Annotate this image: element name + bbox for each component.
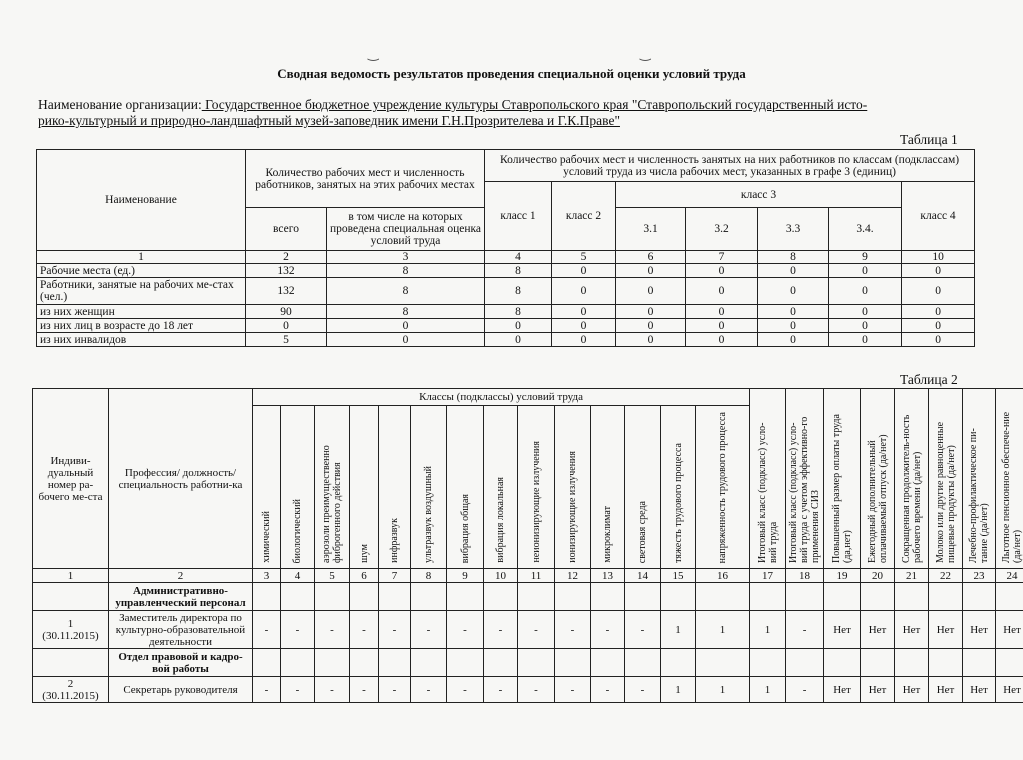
table-cell: - — [518, 677, 555, 703]
table-cell: 0 — [616, 264, 686, 278]
table-cell: 8 — [327, 264, 485, 278]
empty-cell — [963, 583, 996, 611]
table-cell: - — [253, 611, 281, 649]
table-cell: 0 — [686, 305, 758, 319]
table-cell: 1 — [696, 611, 750, 649]
column-number: 19 — [824, 569, 861, 583]
workplace-number: 2 — [67, 677, 74, 690]
col-header-extra-5: Молоко или другие равноценные пищевые продукты (да/нет) — [929, 389, 963, 569]
empty-cell — [281, 583, 315, 611]
col-header-factor-7: вибрация локальная — [484, 406, 518, 569]
table-cell: 0 — [485, 319, 552, 333]
empty-cell — [350, 583, 379, 611]
table-cell: 1 — [750, 677, 786, 703]
table-cell: - — [591, 611, 625, 649]
table-cell: 0 — [902, 305, 975, 319]
column-number: 2 — [246, 251, 327, 264]
col-header-factor-12: тяжесть трудового процесса — [661, 406, 696, 569]
section-title: Отдел правовой и кадро-вой работы — [109, 649, 253, 677]
table-cell: - — [350, 611, 379, 649]
empty-cell — [315, 649, 350, 677]
table-cell: - — [625, 611, 661, 649]
table-cell: 8 — [485, 278, 552, 305]
col-header-factor-3: шум — [350, 406, 379, 569]
table-cell: - — [447, 677, 484, 703]
workplace-id — [33, 677, 109, 703]
table-cell: 8 — [327, 278, 485, 305]
workplace-date: (30.11.2015) — [42, 689, 99, 702]
table-cell: 1 — [661, 611, 696, 649]
table-row — [37, 333, 975, 347]
table-cell: 132 — [246, 264, 327, 278]
table-cell: 0 — [246, 319, 327, 333]
table-cell: - — [411, 611, 447, 649]
workplace-id — [33, 611, 109, 649]
organization-label: Наименование организации: — [38, 97, 202, 112]
column-number: 4 — [485, 251, 552, 264]
table-cell: Нет — [996, 677, 1023, 703]
col-header-factor-4: инфразвук — [379, 406, 411, 569]
document-title: Сводная ведомость результатов проведения специальной оценки условий труда — [277, 66, 746, 81]
table-cell: - — [281, 611, 315, 649]
empty-cell — [861, 649, 895, 677]
column-number: 7 — [379, 569, 411, 583]
column-number: 8 — [758, 251, 829, 264]
table-cell: Нет — [963, 677, 996, 703]
col-header-c31: 3.1 — [616, 208, 686, 251]
column-number: 6 — [350, 569, 379, 583]
table-cell: 0 — [758, 333, 829, 347]
table-cell: Нет — [861, 677, 895, 703]
empty-cell — [661, 649, 696, 677]
empty-cell — [786, 649, 824, 677]
summary-table — [36, 149, 975, 347]
column-number: 17 — [750, 569, 786, 583]
empty-cell — [555, 649, 591, 677]
empty-cell — [555, 583, 591, 611]
table-cell: - — [411, 677, 447, 703]
table-cell: 0 — [327, 333, 485, 347]
col-header-class2: класс 2 — [552, 182, 616, 251]
table-cell: 0 — [758, 319, 829, 333]
empty-cell — [591, 583, 625, 611]
col-header-factor-8: неионизирующие излучения — [518, 406, 555, 569]
col-header-factor-6: вибрация общая — [447, 406, 484, 569]
col-header-extra-3: Ежегодный дополнительный оплачиваемый отпуск (да/нет) — [861, 389, 895, 569]
table-cell: - — [786, 611, 824, 649]
col-header-factor-9: ионизирующие излучения — [555, 406, 591, 569]
table-cell: Нет — [996, 611, 1023, 649]
table-cell: 8 — [485, 264, 552, 278]
empty-cell — [33, 583, 109, 611]
col-header-total: всего — [246, 208, 327, 251]
table-cell: 0 — [552, 264, 616, 278]
empty-cell — [824, 583, 861, 611]
empty-cell — [625, 649, 661, 677]
table-cell: Нет — [963, 611, 996, 649]
column-numbers-row — [37, 251, 975, 264]
col-header-factor-2: аэрозоли преимущественно фиброгенного действия — [315, 406, 350, 569]
table-cell: - — [281, 677, 315, 703]
column-number: 12 — [555, 569, 591, 583]
table-cell: 0 — [616, 278, 686, 305]
table-cell: - — [625, 677, 661, 703]
col-header-profession: Профессия/ должность/ специальность работни-ка — [109, 389, 253, 569]
table-cell: 0 — [758, 264, 829, 278]
empty-cell — [411, 649, 447, 677]
table-cell: 0 — [758, 305, 829, 319]
empty-cell — [625, 583, 661, 611]
col-header-extra-7: Льготное пенсионное обеспече-ние (да/нет) — [996, 389, 1023, 569]
organization-name: Государственное бюджетное учреждение культуры Ставропольского края "Ставропольский государственный исто- — [201, 97, 868, 112]
column-number: 3 — [327, 251, 485, 264]
empty-cell — [696, 583, 750, 611]
column-number: 7 — [686, 251, 758, 264]
table-cell: - — [555, 611, 591, 649]
row-name: Работники, занятые на рабочих ме-стах (чел.) — [37, 278, 246, 305]
table-cell: - — [786, 677, 824, 703]
table-cell: - — [484, 677, 518, 703]
empty-cell — [824, 649, 861, 677]
empty-cell — [484, 583, 518, 611]
column-number: 24 — [996, 569, 1023, 583]
empty-cell — [895, 583, 929, 611]
column-number: 20 — [861, 569, 895, 583]
table-cell: 132 — [246, 278, 327, 305]
table-row — [37, 264, 975, 278]
table-cell: 8 — [485, 305, 552, 319]
col-header-extra-2: Повышенный размер оплаты труда (да,нет) — [824, 389, 861, 569]
column-number: 5 — [315, 569, 350, 583]
col-header-factor-0: химический — [253, 406, 281, 569]
table-cell: 0 — [758, 278, 829, 305]
table-cell: Нет — [895, 677, 929, 703]
empty-cell — [750, 649, 786, 677]
col-header-class1: класс 1 — [485, 182, 552, 251]
table-row — [33, 677, 1023, 703]
table-cell: 0 — [686, 333, 758, 347]
table-cell: - — [447, 611, 484, 649]
table-cell: - — [379, 611, 411, 649]
workplace-date: (30.11.2015) — [42, 629, 99, 642]
table-cell: 0 — [327, 319, 485, 333]
table-cell: 8 — [327, 305, 485, 319]
table-cell: 0 — [902, 264, 975, 278]
workplace-table — [32, 388, 1023, 703]
col-header-c34: 3.4. — [829, 208, 902, 251]
empty-cell — [929, 649, 963, 677]
column-number: 1 — [37, 251, 246, 264]
scan-artifact: ‿ — [640, 46, 651, 61]
empty-cell — [861, 583, 895, 611]
table-cell: 0 — [552, 333, 616, 347]
col-header-extra-6: Лечебно-профилактическое пи-тание (да/нет) — [963, 389, 996, 569]
column-number: 8 — [411, 569, 447, 583]
table-cell: 0 — [829, 333, 902, 347]
table-cell: Нет — [929, 611, 963, 649]
column-number: 3 — [253, 569, 281, 583]
table-cell: 0 — [829, 264, 902, 278]
table-cell: - — [350, 677, 379, 703]
col-header-class4: класс 4 — [902, 182, 975, 251]
col-header-extra-0: Итоговый класс (подкласс) усло-вий труда — [750, 389, 786, 569]
col-header-factor-5: ультразвук воздушный — [411, 406, 447, 569]
table-cell: 0 — [552, 305, 616, 319]
table-cell: - — [315, 677, 350, 703]
table-cell: 0 — [485, 333, 552, 347]
column-number: 13 — [591, 569, 625, 583]
column-number: 9 — [447, 569, 484, 583]
table-cell: 0 — [552, 319, 616, 333]
table-cell: 0 — [552, 278, 616, 305]
empty-cell — [379, 583, 411, 611]
column-number: 16 — [696, 569, 750, 583]
col-header-c32: 3.2 — [686, 208, 758, 251]
column-number: 9 — [829, 251, 902, 264]
table-cell: - — [484, 611, 518, 649]
profession: Секретарь руководителя — [109, 677, 253, 703]
table-cell: Нет — [824, 677, 861, 703]
col-header-group1: Количество рабочих мест и численность работников, занятых на этих рабочих местах — [246, 150, 485, 208]
table-cell: 1 — [661, 677, 696, 703]
row-name: из них женщин — [37, 305, 246, 319]
table-cell: 0 — [829, 278, 902, 305]
table-cell: - — [315, 611, 350, 649]
empty-cell — [447, 649, 484, 677]
empty-cell — [518, 649, 555, 677]
col-header-extra-4: Сокращенная продолжитель-ность рабочего времени (да/нет) — [895, 389, 929, 569]
organization-name-line2: рико-культурный и природно-ландшафтный музей-заповедник имени Г.Н.Прозрителева и Г.К.Праве" — [38, 113, 620, 128]
empty-cell — [253, 583, 281, 611]
table-row — [37, 305, 975, 319]
col-header-classes: Классы (подклассы) условий труда — [253, 389, 750, 406]
table-cell: - — [253, 677, 281, 703]
table-cell: 1 — [696, 677, 750, 703]
section-title: Административно-управленческий персонал — [109, 583, 253, 611]
table-cell: 0 — [829, 319, 902, 333]
table-cell: 0 — [902, 278, 975, 305]
empty-cell — [661, 583, 696, 611]
empty-cell — [750, 583, 786, 611]
col-header-name: Наименование — [37, 150, 246, 251]
table-row — [37, 319, 975, 333]
section-row — [33, 583, 1023, 611]
row-name: из них лиц в возрасте до 18 лет — [37, 319, 246, 333]
column-number: 6 — [616, 251, 686, 264]
table-cell: 0 — [829, 305, 902, 319]
col-header-id: Индиви-дуальный номер ра-бочего ме-ста — [33, 389, 109, 569]
col-header-factor-1: биологический — [281, 406, 315, 569]
column-number: 10 — [484, 569, 518, 583]
empty-cell — [33, 649, 109, 677]
column-number: 21 — [895, 569, 929, 583]
empty-cell — [350, 649, 379, 677]
table-cell: - — [555, 677, 591, 703]
col-header-factor-13: напряженность трудового процесса — [696, 406, 750, 569]
table-cell: - — [379, 677, 411, 703]
column-number: 5 — [552, 251, 616, 264]
empty-cell — [379, 649, 411, 677]
table-cell: - — [518, 611, 555, 649]
empty-cell — [281, 649, 315, 677]
table-cell: 5 — [246, 333, 327, 347]
empty-cell — [996, 649, 1023, 677]
empty-cell — [696, 649, 750, 677]
empty-cell — [518, 583, 555, 611]
row-name: Рабочие места (ед.) — [37, 264, 246, 278]
column-number: 14 — [625, 569, 661, 583]
empty-cell — [253, 649, 281, 677]
table-cell: Нет — [895, 611, 929, 649]
empty-cell — [963, 649, 996, 677]
col-header-c33: 3.3 — [758, 208, 829, 251]
column-number: 2 — [109, 569, 253, 583]
table2-label: Таблица 2 — [900, 372, 958, 387]
empty-cell — [315, 583, 350, 611]
column-number: 15 — [661, 569, 696, 583]
workplace-number: 1 — [67, 617, 74, 630]
organization-block — [38, 97, 968, 129]
table-cell: - — [591, 677, 625, 703]
table-cell: 0 — [902, 319, 975, 333]
table-cell: 0 — [616, 305, 686, 319]
table-cell: 90 — [246, 305, 327, 319]
empty-cell — [411, 583, 447, 611]
table-cell: 0 — [616, 319, 686, 333]
column-number: 10 — [902, 251, 975, 264]
table-cell: 0 — [686, 278, 758, 305]
profession: Заместитель директора по культурно-образовательной деятельности — [109, 611, 253, 649]
column-number: 22 — [929, 569, 963, 583]
column-number: 11 — [518, 569, 555, 583]
empty-cell — [996, 583, 1023, 611]
table-cell: Нет — [861, 611, 895, 649]
col-header-class3: класс 3 — [616, 182, 902, 208]
table-cell: 0 — [686, 319, 758, 333]
scan-artifact: ‿ — [368, 46, 379, 61]
col-header-factor-10: микроклимат — [591, 406, 625, 569]
empty-cell — [591, 649, 625, 677]
table-cell: 0 — [686, 264, 758, 278]
column-number: 1 — [33, 569, 109, 583]
table-row — [33, 611, 1023, 649]
empty-cell — [929, 583, 963, 611]
table-cell: Нет — [824, 611, 861, 649]
empty-cell — [786, 583, 824, 611]
empty-cell — [484, 649, 518, 677]
table1-label: Таблица 1 — [900, 132, 958, 147]
column-number: 18 — [786, 569, 824, 583]
table-cell: 0 — [616, 333, 686, 347]
col-header-assessed: в том числе на которых проведена специальная оценка условий труда — [327, 208, 485, 251]
table-cell: 1 — [750, 611, 786, 649]
empty-cell — [447, 583, 484, 611]
table-cell: Нет — [929, 677, 963, 703]
column-number: 23 — [963, 569, 996, 583]
table-row — [37, 278, 975, 305]
column-number: 4 — [281, 569, 315, 583]
col-header-group2: Количество рабочих мест и численность занятых на них работников по классам (подклассам) условий труда из числа рабочих мест, указанных в графе 3 (единиц) — [485, 150, 975, 182]
row-name: из них инвалидов — [37, 333, 246, 347]
table-cell: 0 — [902, 333, 975, 347]
section-row — [33, 649, 1023, 677]
empty-cell — [895, 649, 929, 677]
col-header-extra-1: Итоговый класс (подкласс) усло-вий труда с учетом эффективно-го применения СИЗ — [786, 389, 824, 569]
col-header-factor-11: световая среда — [625, 406, 661, 569]
column-numbers-row — [33, 569, 1023, 583]
